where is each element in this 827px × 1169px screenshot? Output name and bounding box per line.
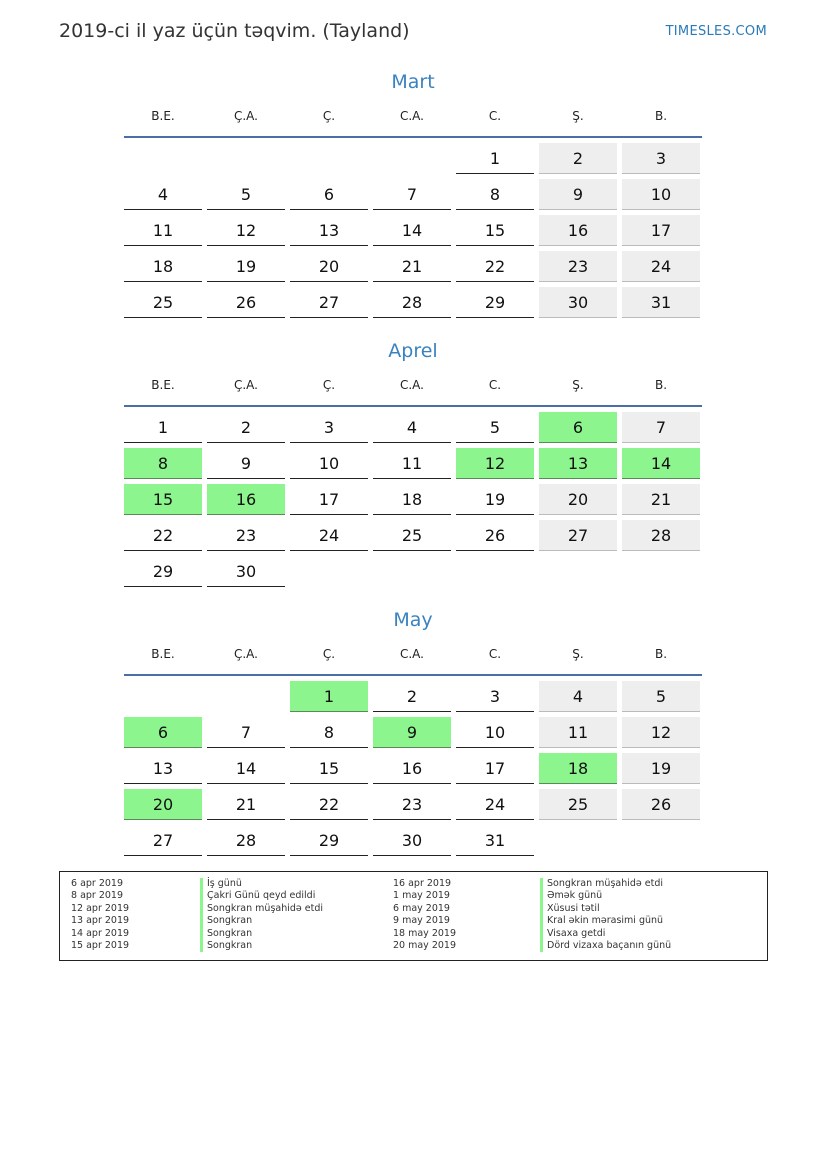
day-cell: 26 — [622, 789, 700, 820]
month-may — [124, 606, 702, 856]
day-cell: 2 — [207, 412, 285, 443]
empty-day-cell — [124, 143, 202, 174]
weekday-label: B.E. — [151, 109, 175, 123]
holiday-legend — [59, 871, 768, 961]
weekday-header — [124, 638, 702, 670]
day-cell: 1 — [124, 412, 202, 443]
holiday-day-cell: 12 — [456, 448, 534, 479]
day-cell: 5 — [207, 179, 285, 210]
legend-holiday-name: Visaxa getdi — [540, 928, 671, 940]
day-cell: 22 — [456, 251, 534, 282]
weekday-label: Ş. — [572, 378, 584, 392]
weekday-header — [124, 369, 702, 401]
weekday-label: C.A. — [399, 109, 424, 123]
week-row — [124, 448, 702, 479]
day-cell: 10 — [456, 717, 534, 748]
day-cell: 28 — [622, 520, 700, 551]
holiday-day-cell: 20 — [124, 789, 202, 820]
empty-day-cell — [207, 681, 285, 712]
holiday-day-cell: 9 — [373, 717, 451, 748]
day-cell: 29 — [456, 287, 534, 318]
day-cell: 7 — [373, 179, 451, 210]
day-cell: 8 — [456, 179, 534, 210]
weekday-label: Ç. — [322, 109, 336, 123]
day-cell: 27 — [124, 825, 202, 856]
day-cell: 30 — [373, 825, 451, 856]
week-row — [124, 251, 702, 282]
weekday-label: Ç.A. — [233, 109, 258, 123]
week-row — [124, 520, 702, 551]
weekday-label: C. — [488, 378, 502, 392]
day-cell: 16 — [373, 753, 451, 784]
empty-day-cell — [373, 143, 451, 174]
weekday-header — [124, 100, 702, 132]
day-cell: 19 — [456, 484, 534, 515]
weekday-label: C. — [488, 647, 502, 661]
holiday-day-cell: 8 — [124, 448, 202, 479]
day-cell: 8 — [290, 717, 368, 748]
weekday-label: Ç.A. — [233, 647, 258, 661]
legend-date: 13 apr 2019 — [71, 915, 130, 927]
day-cell: 22 — [290, 789, 368, 820]
day-cell: 9 — [207, 448, 285, 479]
legend-holiday-name: Kral əkin mərasimi günü — [540, 915, 671, 927]
day-cell: 3 — [622, 143, 700, 174]
day-cell: 30 — [207, 556, 285, 587]
empty-day-cell — [124, 681, 202, 712]
month-title: May — [393, 609, 433, 631]
day-cell: 5 — [622, 681, 700, 712]
day-cell: 17 — [622, 215, 700, 246]
day-cell: 18 — [124, 251, 202, 282]
day-cell: 7 — [622, 412, 700, 443]
week-row — [124, 717, 702, 748]
weekday-label: Ş. — [572, 647, 584, 661]
page-title: 2019-ci il yaz üçün təqvim. (Tayland) — [59, 20, 410, 42]
day-cell: 31 — [622, 287, 700, 318]
month-title: Mart — [391, 71, 435, 93]
legend-date: 15 apr 2019 — [71, 939, 130, 951]
day-cell: 10 — [622, 179, 700, 210]
day-cell: 21 — [373, 251, 451, 282]
week-row — [124, 143, 702, 174]
site-link[interactable]: TIMESLES.COM — [665, 24, 767, 39]
day-cell: 22 — [124, 520, 202, 551]
day-cell: 11 — [373, 448, 451, 479]
legend-date: 16 apr 2019 — [393, 878, 452, 889]
week-row — [124, 789, 702, 820]
week-row — [124, 484, 702, 515]
week-row — [124, 287, 702, 318]
empty-day-cell — [539, 825, 617, 856]
day-cell: 25 — [373, 520, 451, 551]
day-cell: 21 — [622, 484, 700, 515]
day-cell: 29 — [124, 556, 202, 587]
weekday-label: B. — [654, 378, 668, 392]
empty-day-cell — [622, 556, 700, 587]
empty-day-cell — [290, 143, 368, 174]
week-row — [124, 825, 702, 856]
legend-holiday-name: Çakri Günü qeyd edildi — [200, 890, 323, 902]
day-cell: 21 — [207, 789, 285, 820]
day-cell: 15 — [290, 753, 368, 784]
day-cell: 24 — [290, 520, 368, 551]
legend-date: 6 apr 2019 — [71, 878, 124, 889]
day-cell: 13 — [290, 215, 368, 246]
day-cell: 3 — [290, 412, 368, 443]
day-cell: 26 — [456, 520, 534, 551]
day-cell: 5 — [456, 412, 534, 443]
day-cell: 23 — [207, 520, 285, 551]
header-divider — [124, 405, 702, 407]
day-cell: 28 — [207, 825, 285, 856]
week-row — [124, 681, 702, 712]
day-cell: 19 — [207, 251, 285, 282]
holiday-day-cell: 13 — [539, 448, 617, 479]
day-cell: 23 — [539, 251, 617, 282]
day-cell: 30 — [539, 287, 617, 318]
header-divider — [124, 674, 702, 676]
day-cell: 27 — [539, 520, 617, 551]
day-cell: 17 — [290, 484, 368, 515]
legend-holiday-name: İş günü — [200, 878, 323, 890]
day-cell: 15 — [456, 215, 534, 246]
day-cell: 26 — [207, 287, 285, 318]
day-cell: 20 — [290, 251, 368, 282]
weekday-label: Ş. — [572, 109, 584, 123]
week-row — [124, 215, 702, 246]
day-cell: 1 — [456, 143, 534, 174]
holiday-day-cell: 18 — [539, 753, 617, 784]
legend-holiday-name: Songkran — [200, 928, 323, 940]
weekday-label: C.A. — [399, 378, 424, 392]
day-cell: 17 — [456, 753, 534, 784]
legend-holiday-name: Songkran — [200, 940, 323, 952]
day-cell: 9 — [539, 179, 617, 210]
holiday-day-cell: 16 — [207, 484, 285, 515]
weekday-label: B.E. — [151, 647, 175, 661]
day-cell: 20 — [539, 484, 617, 515]
month-aprel — [124, 337, 702, 587]
day-cell: 16 — [539, 215, 617, 246]
day-cell: 25 — [539, 789, 617, 820]
day-cell: 11 — [539, 717, 617, 748]
legend-date: 9 may 2019 — [393, 915, 450, 927]
legend-date: 20 may 2019 — [393, 939, 457, 951]
weekday-label: B. — [654, 647, 668, 661]
empty-day-cell — [290, 556, 368, 587]
day-cell: 31 — [456, 825, 534, 856]
legend-date: 14 apr 2019 — [71, 927, 130, 939]
empty-day-cell — [373, 556, 451, 587]
empty-day-cell — [622, 825, 700, 856]
weekday-label: Ç. — [322, 647, 336, 661]
month-mart — [124, 68, 702, 318]
day-cell: 28 — [373, 287, 451, 318]
day-cell: 24 — [456, 789, 534, 820]
legend-holiday-name: Xüsusi tətil — [540, 903, 671, 915]
day-cell: 27 — [290, 287, 368, 318]
empty-day-cell — [207, 143, 285, 174]
header-divider — [124, 136, 702, 138]
holiday-day-cell: 15 — [124, 484, 202, 515]
day-cell: 23 — [373, 789, 451, 820]
day-cell: 4 — [124, 179, 202, 210]
holiday-day-cell: 1 — [290, 681, 368, 712]
legend-date: 18 may 2019 — [393, 927, 457, 939]
day-cell: 4 — [539, 681, 617, 712]
day-cell: 12 — [207, 215, 285, 246]
weekday-label: B.E. — [151, 378, 175, 392]
weekday-label: C. — [488, 109, 502, 123]
legend-date: 1 may 2019 — [393, 890, 450, 902]
month-title: Aprel — [388, 340, 438, 362]
day-cell: 12 — [622, 717, 700, 748]
legend-holiday-name: Songkran — [200, 915, 323, 927]
day-cell: 18 — [373, 484, 451, 515]
legend-holiday-name: Dörd vizaxa baçanın günü — [540, 940, 671, 952]
day-cell: 3 — [456, 681, 534, 712]
day-cell: 4 — [373, 412, 451, 443]
day-cell: 11 — [124, 215, 202, 246]
empty-day-cell — [539, 556, 617, 587]
holiday-day-cell: 6 — [124, 717, 202, 748]
day-cell: 19 — [622, 753, 700, 784]
day-cell: 2 — [373, 681, 451, 712]
day-cell: 25 — [124, 287, 202, 318]
weekday-label: Ç. — [322, 378, 336, 392]
legend-date: 12 apr 2019 — [71, 902, 130, 914]
week-row — [124, 556, 702, 587]
legend-holiday-name: Əmək günü — [540, 890, 671, 902]
day-cell: 6 — [290, 179, 368, 210]
week-row — [124, 412, 702, 443]
legend-date: 8 apr 2019 — [71, 890, 124, 902]
day-cell: 14 — [207, 753, 285, 784]
day-cell: 7 — [207, 717, 285, 748]
weekday-label: Ç.A. — [233, 378, 258, 392]
legend-holiday-name: Songkran müşahidə etdi — [200, 903, 323, 915]
legend-date: 6 may 2019 — [393, 902, 450, 914]
week-row — [124, 753, 702, 784]
legend-holiday-name: Songkran müşahidə etdi — [540, 878, 671, 890]
week-row — [124, 179, 702, 210]
day-cell: 13 — [124, 753, 202, 784]
day-cell: 10 — [290, 448, 368, 479]
holiday-day-cell: 14 — [622, 448, 700, 479]
day-cell: 24 — [622, 251, 700, 282]
weekday-label: B. — [654, 109, 668, 123]
day-cell: 29 — [290, 825, 368, 856]
day-cell: 14 — [373, 215, 451, 246]
weekday-label: C.A. — [399, 647, 424, 661]
day-cell: 2 — [539, 143, 617, 174]
holiday-day-cell: 6 — [539, 412, 617, 443]
empty-day-cell — [456, 556, 534, 587]
